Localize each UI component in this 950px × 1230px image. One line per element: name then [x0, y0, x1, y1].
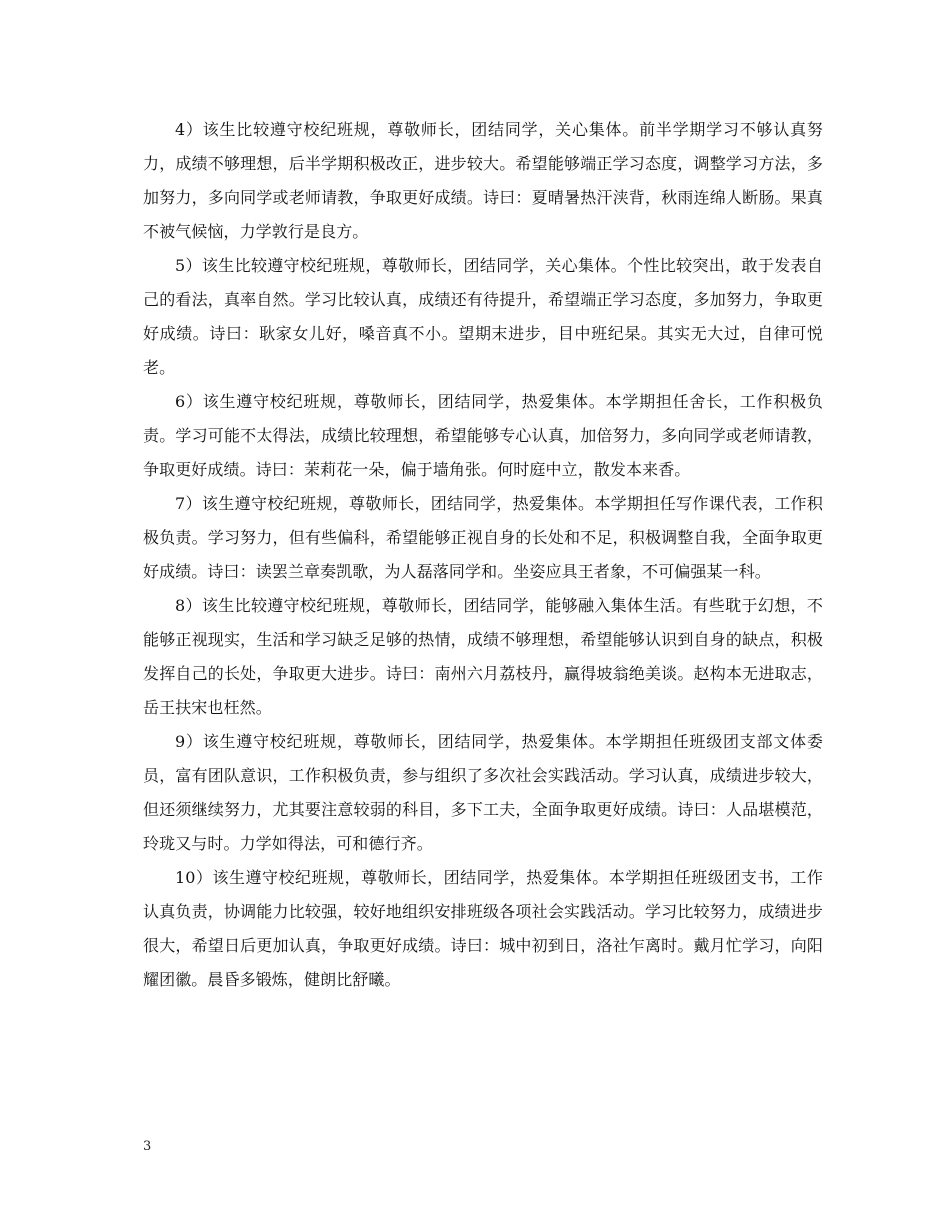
comment-paragraph-8: 8）该生比较遵守校纪班规，尊敬师长，团结同学，能够融入集体生活。有些耽于幻想，不能够正视现实，生活和学习缺乏足够的热情，成绩不够理想，希望能够认识到自身的缺点，积极发挥自己的长处，争取更大进步。诗曰：南州六月荔枝丹，赢得坡翁绝美谈。赵构本无进取志，岳王扶宋也枉然。	[143, 596, 823, 717]
document-body	[143, 113, 823, 997]
comment-paragraph-9: 9）该生遵守校纪班规，尊敬师长，团结同学，热爱集体。本学期担任班级团支部文体委员，富有团队意识，工作积极负责，参与组织了多次社会实践活动。学习认真，成绩进步较大，但还须继续努力，尤其要注意较弱的科目，多下工夫，全面争取更好成绩。诗曰：人品堪模范，玲珑又与时。力学如得法，可和德行齐。	[143, 732, 823, 853]
comment-paragraph-7: 7）该生遵守校纪班规，尊敬师长，团结同学，热爱集体。本学期担任写作课代表，工作积极负责。学习努力，但有些偏科，希望能够正视自身的长处和不足，积极调整自我，全面争取更好成绩。诗曰：读罢兰章奏凯歌，为人磊落同学和。坐姿应具王者象，不可偏强某一科。	[143, 494, 823, 581]
comment-paragraph-4: 4）该生比较遵守校纪班规，尊敬师长，团结同学，关心集体。前半学期学习不够认真努力，成绩不够理想，后半学期积极改正，进步较大。希望能够端正学习态度，调整学习方法，多加努力，多向同学或老师请教，争取更好成绩。诗曰：夏晴暑热汗浃背，秋雨连绵人断肠。果真不被气候恼，力学敦行是良方。	[143, 120, 823, 241]
page-number: 3	[143, 1139, 152, 1154]
comment-paragraph-6: 6）该生遵守校纪班规，尊敬师长，团结同学，热爱集体。本学期担任舍长，工作积极负责。学习可能不太得法，成绩比较理想，希望能够专心认真，加倍努力，多向同学或老师请教，争取更好成绩。诗曰：茉莉花一朵，偏于墙角张。何时庭中立，散发本来香。	[143, 392, 823, 479]
comment-paragraph-10: 10）该生遵守校纪班规，尊敬师长，团结同学，热爱集体。本学期担任班级团支书，工作认真负责，协调能力比较强，较好地组织安排班级各项社会实践活动。学习比较努力，成绩进步很大，希望日后更加认真，争取更好成绩。诗曰：城中初到日，洛社乍离时。戴月忙学习，向阳耀团徽。晨昏多锻炼，健朗比舒曦。	[143, 868, 823, 989]
comment-paragraph-5: 5）该生比较遵守校纪班规，尊敬师长，团结同学，关心集体。个性比较突出，敢于发表自己的看法，真率自然。学习比较认真，成绩还有待提升，希望端正学习态度，多加努力，争取更好成绩。诗曰：耿家女儿好，嗓音真不小。望期末进步，目中班纪杲。其实无大过，自律可悦老。	[143, 256, 823, 377]
